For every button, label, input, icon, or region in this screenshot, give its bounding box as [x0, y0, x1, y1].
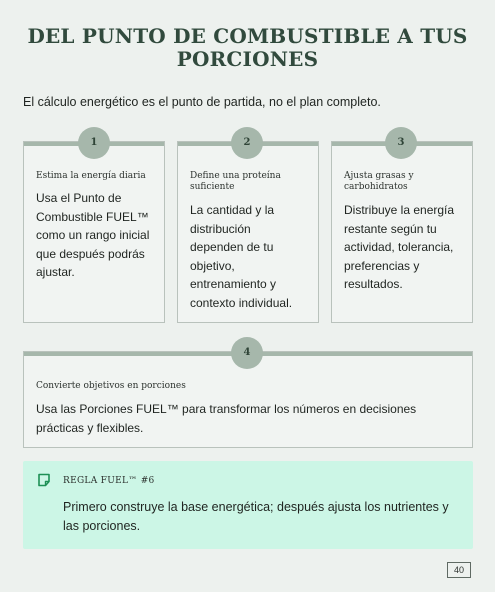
step-number-badge-3: 3: [385, 127, 417, 159]
step-number-badge-1: 1: [78, 127, 110, 159]
step-label-2: Define una proteína suficiente: [190, 171, 281, 192]
page-number: 40: [447, 562, 471, 578]
step-number-badge-2: 2: [231, 127, 263, 159]
rule-title: REGLA FUEL™ #6: [63, 476, 155, 486]
intro-text: El cálculo energético es el punto de partida, no el plan completo.: [23, 95, 381, 109]
rule-text: Primero construye la base energética; después ajusta los nutrientes y las porciones.: [63, 500, 449, 533]
step-label-3: Ajusta grasas y carbohidratos: [344, 171, 414, 192]
page-title-line-2: PORCIONES: [176, 47, 319, 71]
note-icon: [37, 473, 51, 487]
step-number-badge-4: 4: [231, 337, 263, 369]
step-text-2: La cantidad y la distribución dependen de tu objetivo, entrenamiento y contexto individual.: [190, 203, 293, 310]
step-label-4: Convierte objetivos en porciones: [36, 381, 186, 391]
page-title: [0, 25, 495, 71]
rule-callout: [23, 461, 473, 549]
page-title-line-1: DEL PUNTO DE COMBUSTIBLE A TUS: [27, 24, 468, 48]
step-text-1: Usa el Punto de Combustible FUEL™ como un rango inicial que después podrás ajustar.: [36, 191, 150, 279]
step-text-3: Distribuye la energía restante según tu actividad, tolerancia, preferencias y resultados.: [344, 203, 455, 291]
step-label-1: Estima la energía diaria: [36, 171, 146, 181]
step-text-4: Usa las Porciones FUEL™ para transformar los números en decisiones prácticas y flexibles.: [36, 402, 417, 435]
